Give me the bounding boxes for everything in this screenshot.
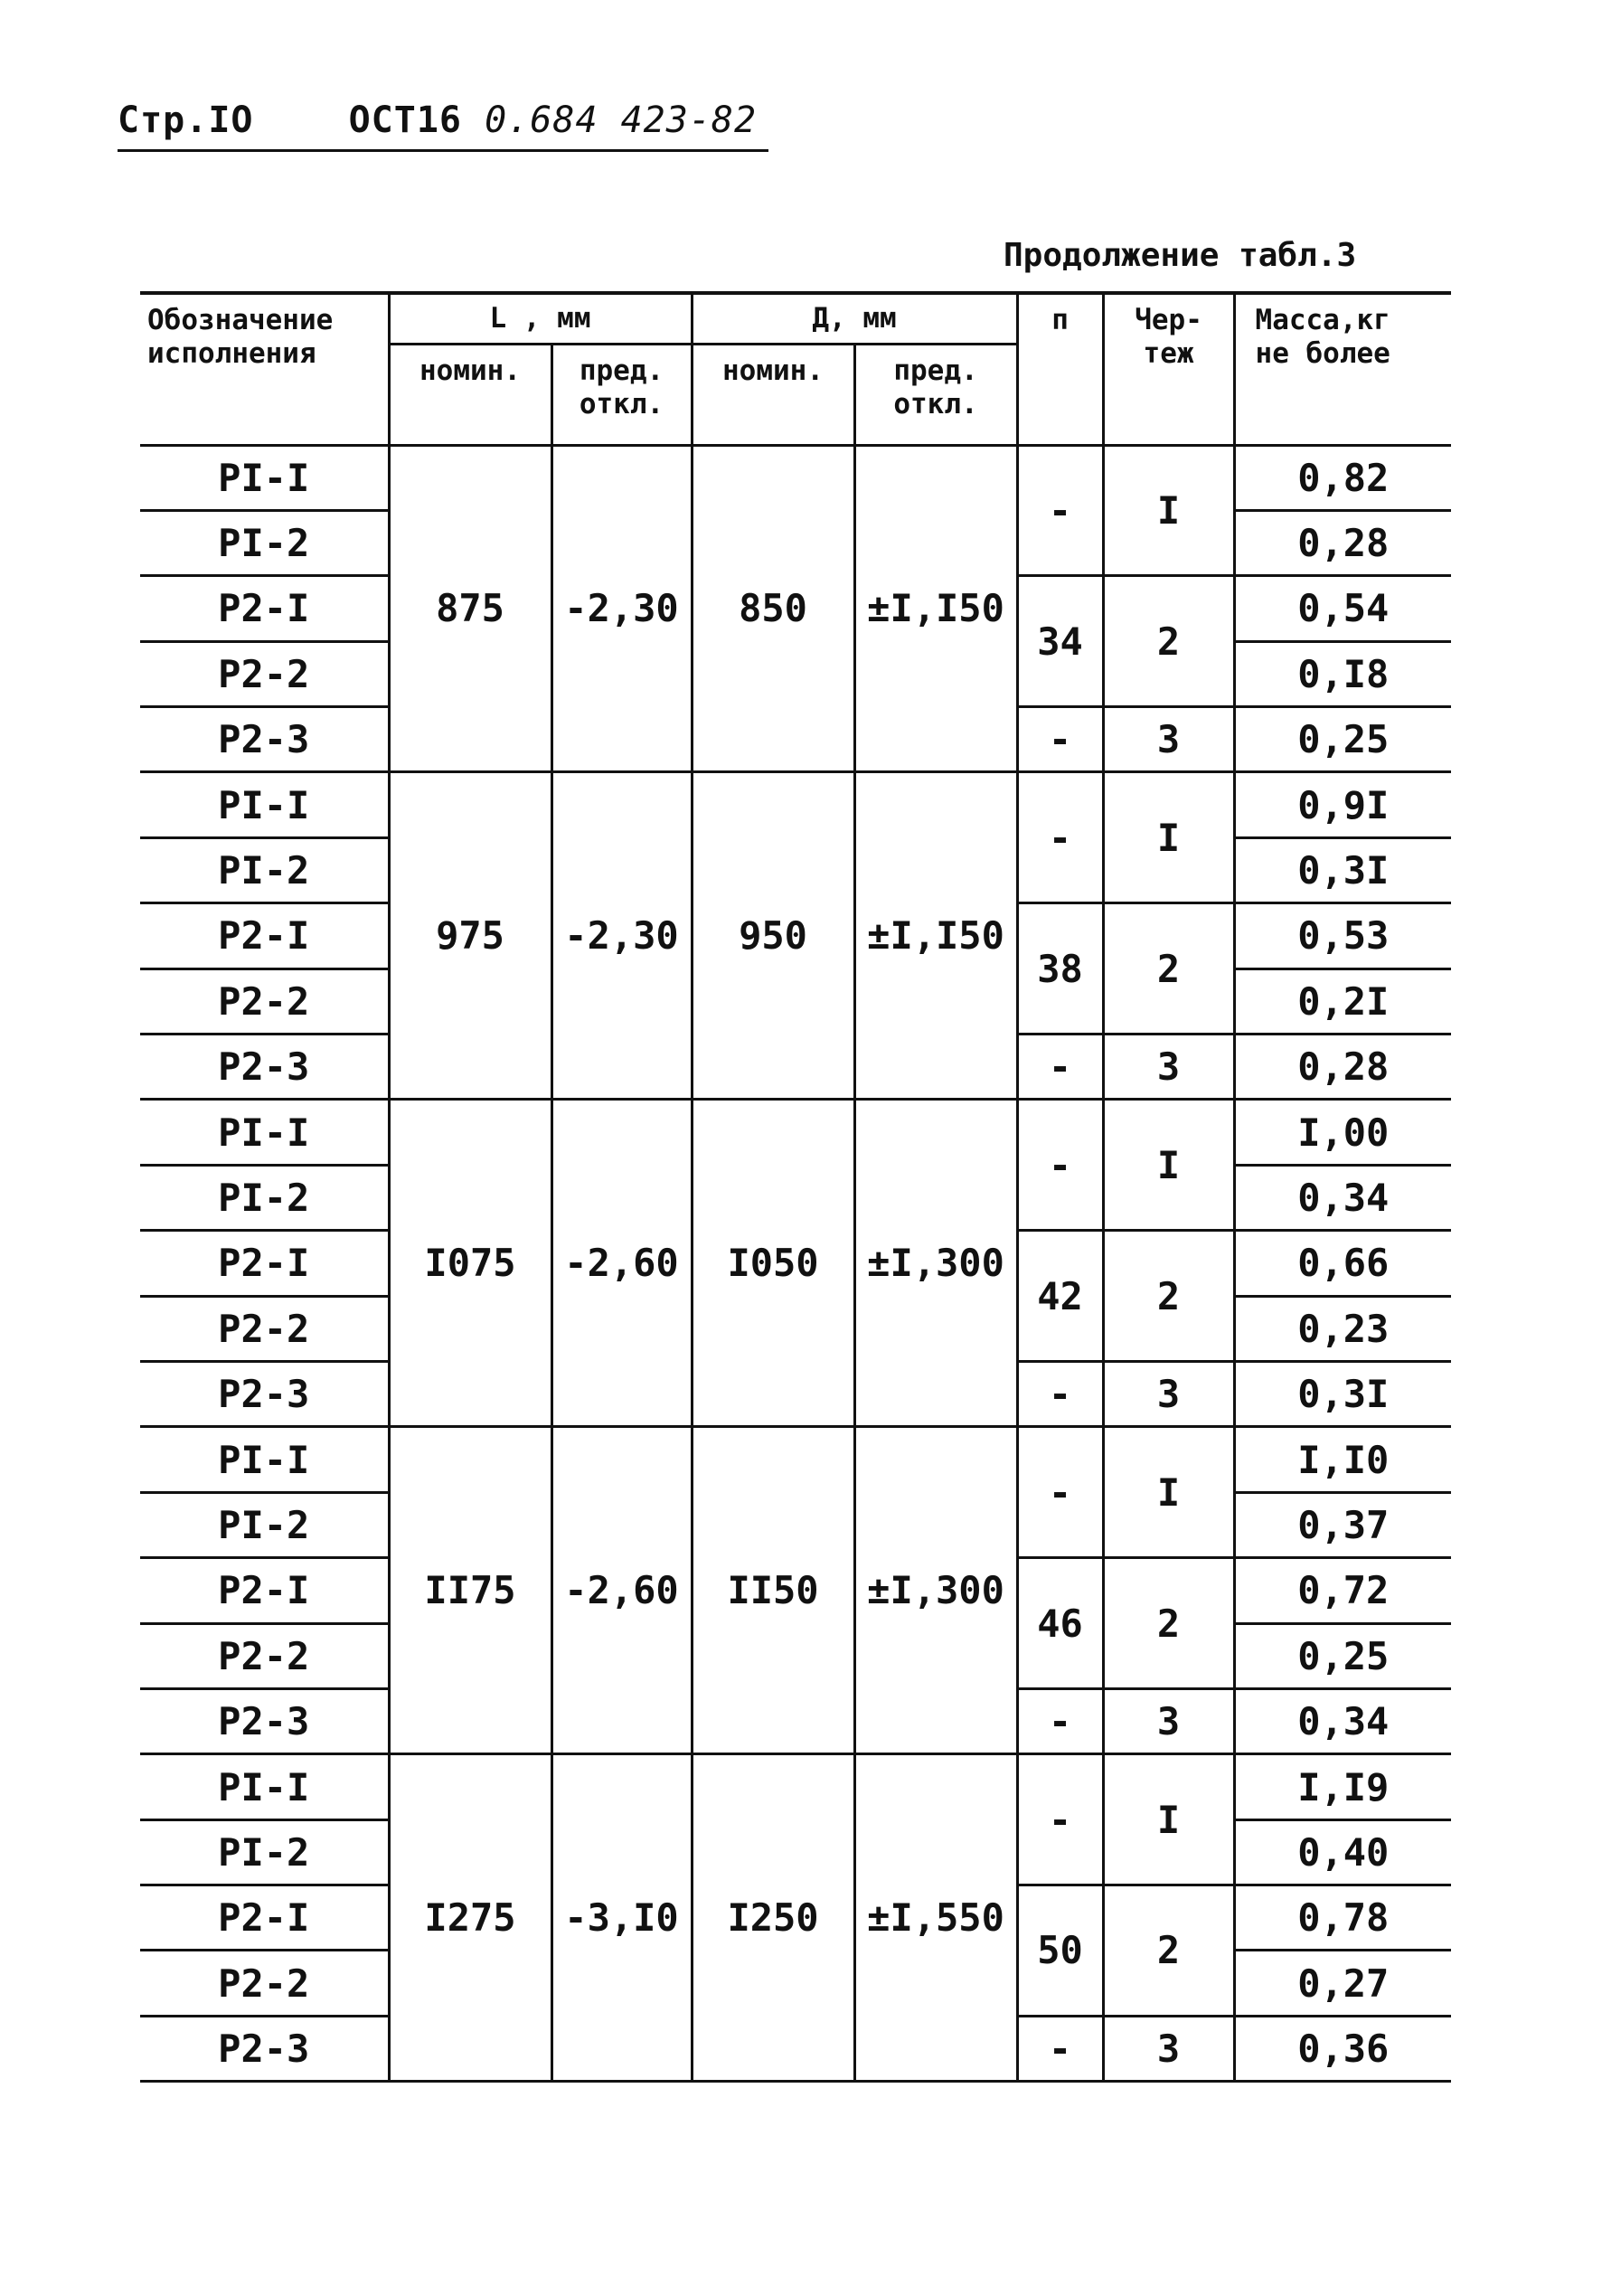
D-tolerance-cell: ±I,300 bbox=[854, 1427, 1017, 1754]
designation-cell: P2-I bbox=[140, 576, 389, 641]
table-row bbox=[140, 1427, 1451, 1492]
D-tolerance-cell: ±I,I50 bbox=[854, 445, 1017, 772]
designation-cell: P2-2 bbox=[140, 1951, 389, 2016]
header-mass-line-2: не более bbox=[1255, 337, 1390, 371]
header-designation-line-2: исполнения bbox=[147, 337, 316, 371]
drawing-cell: 3 bbox=[1103, 1361, 1234, 1426]
designation-cell: PI-2 bbox=[140, 1165, 389, 1230]
mass-cell: 0,23 bbox=[1234, 1296, 1451, 1361]
L-nominal-cell: II75 bbox=[389, 1427, 551, 1754]
mass-cell: 0,25 bbox=[1234, 1623, 1451, 1688]
n-cell: - bbox=[1017, 1100, 1103, 1231]
n-cell: - bbox=[1017, 2016, 1103, 2081]
drawing-cell: 3 bbox=[1103, 1035, 1234, 1100]
header-designation bbox=[140, 293, 389, 445]
designation-cell: P2-3 bbox=[140, 1361, 389, 1426]
header-L-nominal: номин. bbox=[389, 344, 551, 445]
header-D-tolerance-line-1: пред. bbox=[893, 354, 978, 387]
header-mass bbox=[1234, 293, 1451, 445]
L-nominal-cell: 975 bbox=[389, 772, 551, 1100]
D-tolerance-cell: ±I,300 bbox=[854, 1100, 1017, 1427]
drawing-cell: I bbox=[1103, 1754, 1234, 1885]
D-nominal-cell: II50 bbox=[692, 1427, 854, 1754]
header-underline bbox=[118, 149, 768, 152]
mass-cell: 0,72 bbox=[1234, 1558, 1451, 1623]
page-label: Стр.IO bbox=[118, 99, 254, 141]
designation-cell: P2-I bbox=[140, 903, 389, 968]
mass-cell: 0,2I bbox=[1234, 968, 1451, 1034]
mass-cell: 0,28 bbox=[1234, 510, 1451, 575]
drawing-cell: 3 bbox=[1103, 2016, 1234, 2081]
L-tolerance-cell: -2,60 bbox=[551, 1427, 692, 1754]
mass-cell: 0,I8 bbox=[1234, 641, 1451, 706]
n-cell: 34 bbox=[1017, 576, 1103, 707]
header-mass-line-1: Масса,кг bbox=[1255, 304, 1390, 336]
drawing-cell: 2 bbox=[1103, 1231, 1234, 1362]
mass-cell: 0,82 bbox=[1234, 445, 1451, 510]
n-cell: - bbox=[1017, 707, 1103, 772]
designation-cell: PI-I bbox=[140, 1427, 389, 1492]
dimensions-table bbox=[140, 291, 1451, 2083]
header-L-tolerance-line-1: пред. bbox=[579, 354, 664, 387]
designation-cell: PI-I bbox=[140, 1754, 389, 1819]
header-D-group: Д, мм bbox=[692, 293, 1017, 344]
mass-cell: 0,66 bbox=[1234, 1231, 1451, 1296]
mass-cell: I,I9 bbox=[1234, 1754, 1451, 1819]
designation-cell: P2-3 bbox=[140, 2016, 389, 2081]
n-cell: - bbox=[1017, 772, 1103, 903]
drawing-cell: I bbox=[1103, 1100, 1234, 1231]
designation-cell: PI-I bbox=[140, 1100, 389, 1165]
designation-cell: P2-3 bbox=[140, 707, 389, 772]
drawing-cell: 2 bbox=[1103, 1558, 1234, 1689]
header-D-tolerance-line-2: откл. bbox=[893, 387, 978, 420]
n-cell: - bbox=[1017, 1688, 1103, 1753]
table-caption: Продолжение табл.3 bbox=[1004, 237, 1357, 274]
mass-cell: 0,28 bbox=[1234, 1035, 1451, 1100]
table-body bbox=[140, 445, 1451, 2082]
designation-cell: P2-3 bbox=[140, 1035, 389, 1100]
designation-cell: P2-I bbox=[140, 1558, 389, 1623]
header-drawing-line-1: Чер- bbox=[1135, 304, 1202, 336]
n-cell: 42 bbox=[1017, 1231, 1103, 1362]
header-drawing bbox=[1103, 293, 1234, 445]
n-cell: 50 bbox=[1017, 1885, 1103, 2017]
L-nominal-cell: I075 bbox=[389, 1100, 551, 1427]
n-cell: 38 bbox=[1017, 903, 1103, 1035]
mass-cell: 0,25 bbox=[1234, 707, 1451, 772]
table-row bbox=[140, 1754, 1451, 1819]
D-tolerance-cell: ±I,550 bbox=[854, 1754, 1017, 2082]
standard-code: ОСТ16 bbox=[348, 99, 463, 141]
designation-cell: PI-2 bbox=[140, 1492, 389, 1557]
table-row bbox=[140, 445, 1451, 510]
mass-cell: 0,54 bbox=[1234, 576, 1451, 641]
L-tolerance-cell: -2,30 bbox=[551, 772, 692, 1100]
page-header bbox=[118, 99, 757, 141]
designation-cell: PI-2 bbox=[140, 837, 389, 902]
mass-cell: 0,78 bbox=[1234, 1885, 1451, 1951]
table-row bbox=[140, 1100, 1451, 1165]
designation-cell: PI-I bbox=[140, 445, 389, 510]
designation-cell: P2-2 bbox=[140, 1296, 389, 1361]
header-D-nominal: номин. bbox=[692, 344, 854, 445]
n-cell: - bbox=[1017, 1754, 1103, 1885]
header-L-tolerance-line-2: откл. bbox=[579, 387, 664, 420]
designation-cell: PI-2 bbox=[140, 1819, 389, 1885]
table-row bbox=[140, 772, 1451, 837]
header-drawing-line-2: теж bbox=[1143, 337, 1194, 371]
designation-cell: P2-2 bbox=[140, 1623, 389, 1688]
drawing-cell: 2 bbox=[1103, 903, 1234, 1035]
designation-cell: P2-I bbox=[140, 1885, 389, 1951]
D-nominal-cell: I250 bbox=[692, 1754, 854, 2082]
n-cell: 46 bbox=[1017, 1558, 1103, 1689]
header-L-group: L , мм bbox=[389, 293, 692, 344]
L-tolerance-cell: -2,60 bbox=[551, 1100, 692, 1427]
L-tolerance-cell: -3,I0 bbox=[551, 1754, 692, 2082]
mass-cell: 0,34 bbox=[1234, 1688, 1451, 1753]
L-tolerance-cell: -2,30 bbox=[551, 445, 692, 772]
mass-cell: 0,36 bbox=[1234, 2016, 1451, 2081]
n-cell: - bbox=[1017, 445, 1103, 576]
mass-cell: 0,53 bbox=[1234, 903, 1451, 968]
mass-cell: 0,27 bbox=[1234, 1951, 1451, 2016]
header-designation-line-1: Обозначение bbox=[147, 304, 334, 336]
header-n: п bbox=[1017, 293, 1103, 445]
n-cell: - bbox=[1017, 1427, 1103, 1558]
mass-cell: 0,34 bbox=[1234, 1165, 1451, 1230]
designation-cell: P2-2 bbox=[140, 968, 389, 1034]
mass-cell: 0,3I bbox=[1234, 1361, 1451, 1426]
drawing-cell: I bbox=[1103, 445, 1234, 576]
n-cell: - bbox=[1017, 1361, 1103, 1426]
mass-cell: 0,40 bbox=[1234, 1819, 1451, 1885]
drawing-cell: 3 bbox=[1103, 707, 1234, 772]
drawing-cell: I bbox=[1103, 1427, 1234, 1558]
L-nominal-cell: 875 bbox=[389, 445, 551, 772]
D-nominal-cell: I050 bbox=[692, 1100, 854, 1427]
designation-cell: P2-I bbox=[140, 1231, 389, 1296]
drawing-cell: I bbox=[1103, 772, 1234, 903]
designation-cell: P2-2 bbox=[140, 641, 389, 706]
designation-cell: PI-I bbox=[140, 772, 389, 837]
D-nominal-cell: 850 bbox=[692, 445, 854, 772]
n-cell: - bbox=[1017, 1035, 1103, 1100]
mass-cell: I,00 bbox=[1234, 1100, 1451, 1165]
designation-cell: PI-2 bbox=[140, 510, 389, 575]
D-nominal-cell: 950 bbox=[692, 772, 854, 1100]
L-nominal-cell: I275 bbox=[389, 1754, 551, 2082]
designation-cell: P2-3 bbox=[140, 1688, 389, 1753]
drawing-cell: 3 bbox=[1103, 1688, 1234, 1753]
drawing-cell: 2 bbox=[1103, 1885, 1234, 2017]
mass-cell: I,I0 bbox=[1234, 1427, 1451, 1492]
mass-cell: 0,37 bbox=[1234, 1492, 1451, 1557]
drawing-cell: 2 bbox=[1103, 576, 1234, 707]
header-D-tolerance bbox=[854, 344, 1017, 445]
D-tolerance-cell: ±I,I50 bbox=[854, 772, 1017, 1100]
mass-cell: 0,9I bbox=[1234, 772, 1451, 837]
mass-cell: 0,3I bbox=[1234, 837, 1451, 902]
header-L-tolerance bbox=[551, 344, 692, 445]
document-number: 0.684 423-82 bbox=[485, 99, 758, 141]
